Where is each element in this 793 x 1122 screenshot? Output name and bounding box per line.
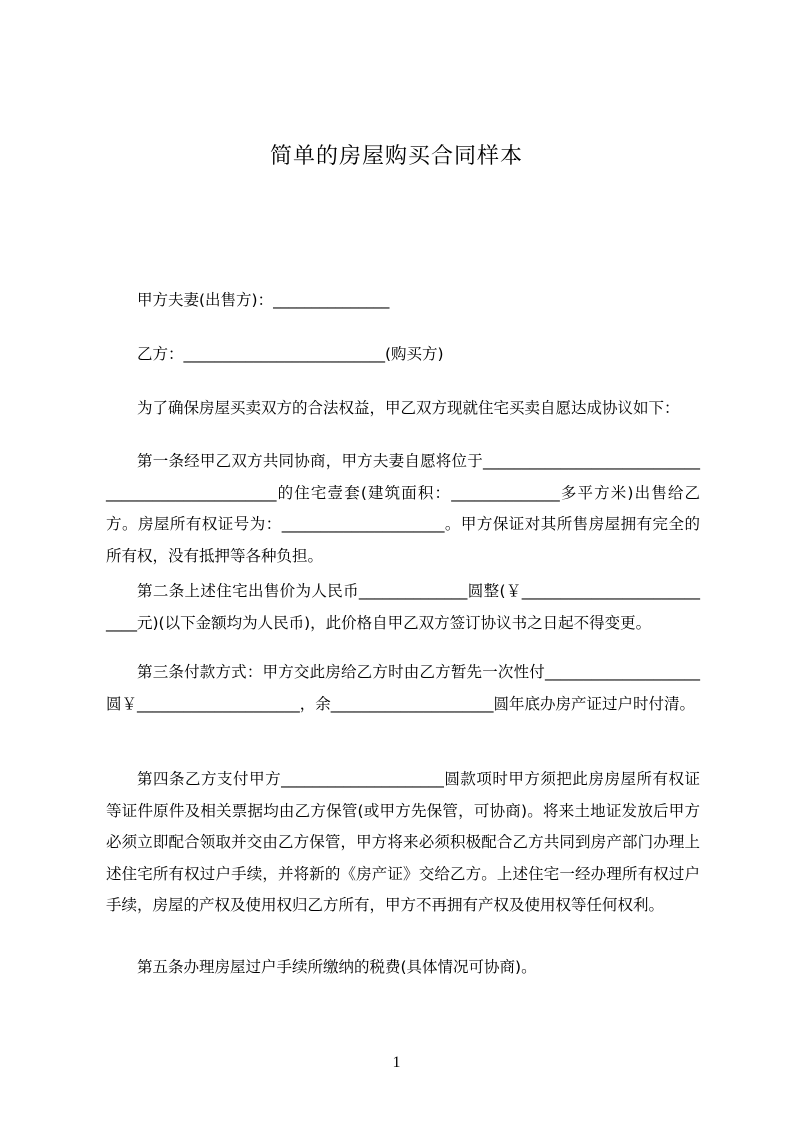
party-b-line: 乙方：__________________________(购买方) <box>137 345 444 363</box>
article-2: 第二条上述住宅出售价为人民币______________圆整(￥___________________________元)(以下金额均为人民币)，此价格自甲乙双方签订协议书之日起不得变更。 <box>106 582 700 632</box>
preamble: 为了确保房屋买卖双方的合法权益，甲乙双方现就住宅买卖自愿达成协议如下： <box>137 399 680 417</box>
document-title: 简单的房屋购买合同样本 <box>269 144 523 169</box>
article-3: 第三条付款方式：甲方交此房给乙方时由乙方暂先一次性付____________________圆￥_____________________，余_____________________圆年底办房产证过户时付清。 <box>106 663 700 713</box>
page-number: 1 <box>392 1054 401 1071</box>
article-4: 第四条乙方支付甲方_____________________圆款项时甲方须把此房房屋所有权证等证件原件及相关票据均由乙方保管(或甲方先保管，可协商)。将来土地证发放后甲方必须立即配合领取并交由乙方保管，甲方将来必须积极配合乙方共同到房产部门办理上述住宅所有权过户手续，并将新的《房产证》交给乙方。上述住宅一经办理所有权过户手续，房屋的产权及使用权归乙方所有，甲方不再拥有产权及使用权等任何权利。 <box>106 770 700 914</box>
party-a-line: 甲方夫妻(出售方)：_______________ <box>137 291 390 309</box>
article-1: 第一条经甲乙双方共同协商，甲方夫妻自愿将位于__________________________________________________的住宅壹套(建筑面积：______________多平方米)出售给乙方。房屋所有权证号为：_____________________。甲方保证对其所售房屋拥有完全的所有权，没有抵押等各种负担。 <box>106 452 700 565</box>
article-5: 第五条办理房屋过户手续所缴纳的税费(具体情况可协商)。 <box>137 958 537 976</box>
